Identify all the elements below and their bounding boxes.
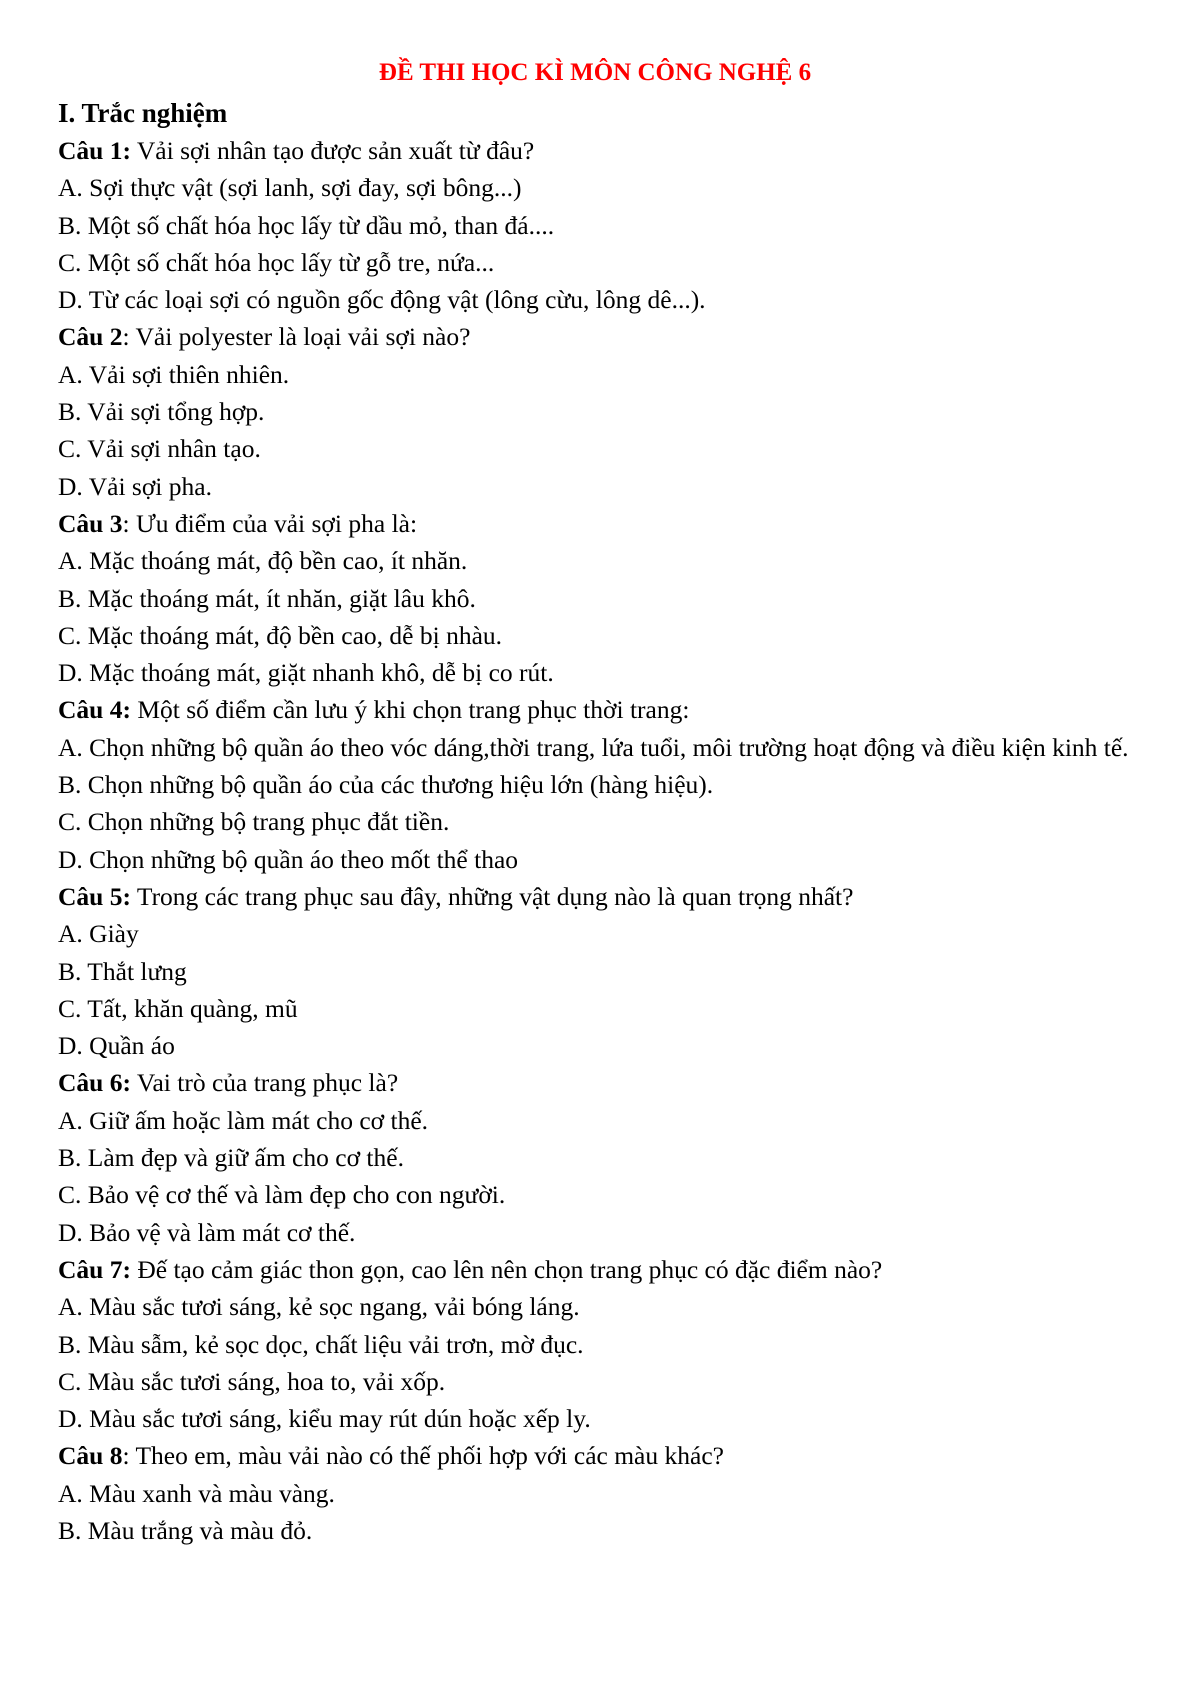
question-5 — [58, 878, 1138, 1064]
answer-option-b: B. Vải sợi tổng hợp. — [58, 397, 265, 427]
question-stem — [58, 691, 1138, 728]
answer-option-c: C. Màu sắc tươi sáng, hoa to, vải xốp. — [58, 1366, 446, 1396]
question-stem — [58, 505, 1138, 542]
answer-option-c: C. Tất, khăn quàng, mũ — [58, 993, 298, 1023]
question-number: Câu 2 — [58, 322, 123, 352]
section-heading: I. Trắc nghiệm — [58, 98, 228, 128]
question-number: Câu 3 — [58, 508, 123, 538]
answer-option-b: B. Mặc thoáng mát, ít nhăn, giặt lâu khô. — [58, 583, 476, 613]
answer-option-a: A. Giữ ấm hoặc làm mát cho cơ thế. — [58, 1105, 429, 1135]
question-number: Câu 5: — [58, 881, 131, 911]
question-text: Đế tạo cảm giác thon gọn, cao lên nên chọn trang phục có đặc điểm nào? — [130, 1254, 883, 1284]
answer-option-c: C. Chọn những bộ trang phục đắt tiền. — [58, 807, 450, 837]
answer-option-b: B. Màu sẫm, kẻ sọc dọc, chất liệu vải trơn, mờ đục. — [58, 1329, 584, 1359]
answer-option-c: C. Vải sợi nhân tạo. — [58, 434, 261, 464]
answer-option-a: A. Giày — [58, 919, 139, 949]
answer-option-a: A. Màu xanh và màu vàng. — [58, 1478, 335, 1508]
answer-option-a: A. Vải sợi thiên nhiên. — [58, 359, 290, 389]
question-text: Trong các trang phục sau đây, những vật dụng nào là quan trọng nhất? — [130, 881, 854, 911]
question-7 — [58, 1251, 1138, 1437]
answer-option-d: D. Quần áo — [58, 1031, 175, 1061]
answer-option-a: A. Màu sắc tươi sáng, kẻ sọc ngang, vải bóng láng. — [58, 1292, 580, 1322]
question-2 — [58, 318, 1138, 504]
question-8 — [58, 1437, 1138, 1549]
answer-option-d: D. Màu sắc tươi sáng, kiểu may rút dún hoặc xếp ly. — [58, 1404, 591, 1434]
question-number: Câu 7: — [58, 1254, 131, 1284]
question-number: Câu 4: — [58, 695, 131, 725]
question-6 — [58, 1064, 1138, 1250]
question-text: : Ưu điểm của vải sợi pha là: — [122, 508, 418, 538]
question-list — [58, 132, 1138, 1549]
answer-option-a: A. Chọn những bộ quần áo theo vóc dáng,thời trang, lứa tuổi, môi trường hoạt động và điều kiện kinh tế. — [58, 732, 1129, 762]
answer-option-d: D. Bảo vệ và làm mát cơ thế. — [58, 1217, 356, 1247]
answer-option-a: A. Mặc thoáng mát, độ bền cao, ít nhăn. — [58, 546, 468, 576]
question-stem — [58, 878, 1138, 915]
question-stem — [58, 1064, 1138, 1101]
answer-option-b: B. Chọn những bộ quần áo của các thương hiệu lớn (hàng hiệu). — [58, 770, 714, 800]
answer-option-b: B. Một số chất hóa học lấy từ dầu mỏ, than đá.... — [58, 210, 555, 240]
question-text: : Theo em, màu vải nào có thế phối hợp với các màu khác? — [122, 1441, 724, 1471]
question-stem — [58, 318, 1138, 355]
question-1 — [58, 132, 1138, 318]
question-stem — [58, 132, 1138, 169]
question-text: : Vải polyester là loại vải sợi nào? — [122, 322, 471, 352]
answer-option-c: C. Một số chất hóa học lấy từ gỗ tre, nứa... — [58, 247, 495, 277]
question-number: Câu 6: — [58, 1068, 131, 1098]
answer-option-d: D. Vải sợi pha. — [58, 471, 212, 501]
question-text: Vai trò của trang phục là? — [130, 1068, 399, 1098]
answer-option-c: C. Bảo vệ cơ thế và làm đẹp cho con người. — [58, 1180, 506, 1210]
question-stem — [58, 1437, 1138, 1474]
question-stem — [58, 1251, 1138, 1288]
document-title: ĐỀ THI HỌC KÌ MÔN CÔNG NGHỆ 6 — [378, 59, 812, 86]
question-4 — [58, 691, 1138, 877]
answer-option-a: A. Sợi thực vật (sợi lanh, sợi đay, sợi bông...) — [58, 173, 522, 203]
answer-option-b: B. Làm đẹp và giữ ấm cho cơ thế. — [58, 1143, 404, 1173]
answer-option-c: C. Mặc thoáng mát, độ bền cao, dễ bị nhàu. — [58, 620, 503, 650]
answer-option-b: B. Màu trắng và màu đỏ. — [58, 1515, 313, 1545]
question-text: Một số điểm cần lưu ý khi chọn trang phục thời trang: — [130, 695, 690, 725]
answer-option-d: D. Từ các loại sợi có nguồn gốc động vật (lông cừu, lông dê...). — [58, 285, 706, 315]
question-number: Câu 1: — [58, 136, 131, 165]
answer-option-d: D. Chọn những bộ quần áo theo mốt thể thao — [58, 844, 519, 874]
question-number: Câu 8 — [58, 1441, 123, 1471]
question-3 — [58, 505, 1138, 691]
answer-option-d: D. Mặc thoáng mát, giặt nhanh khô, dễ bị co rút. — [58, 658, 554, 688]
question-text: Vải sợi nhân tạo được sản xuất từ đâu? — [130, 136, 535, 165]
answer-option-b: B. Thắt lưng — [58, 956, 187, 986]
